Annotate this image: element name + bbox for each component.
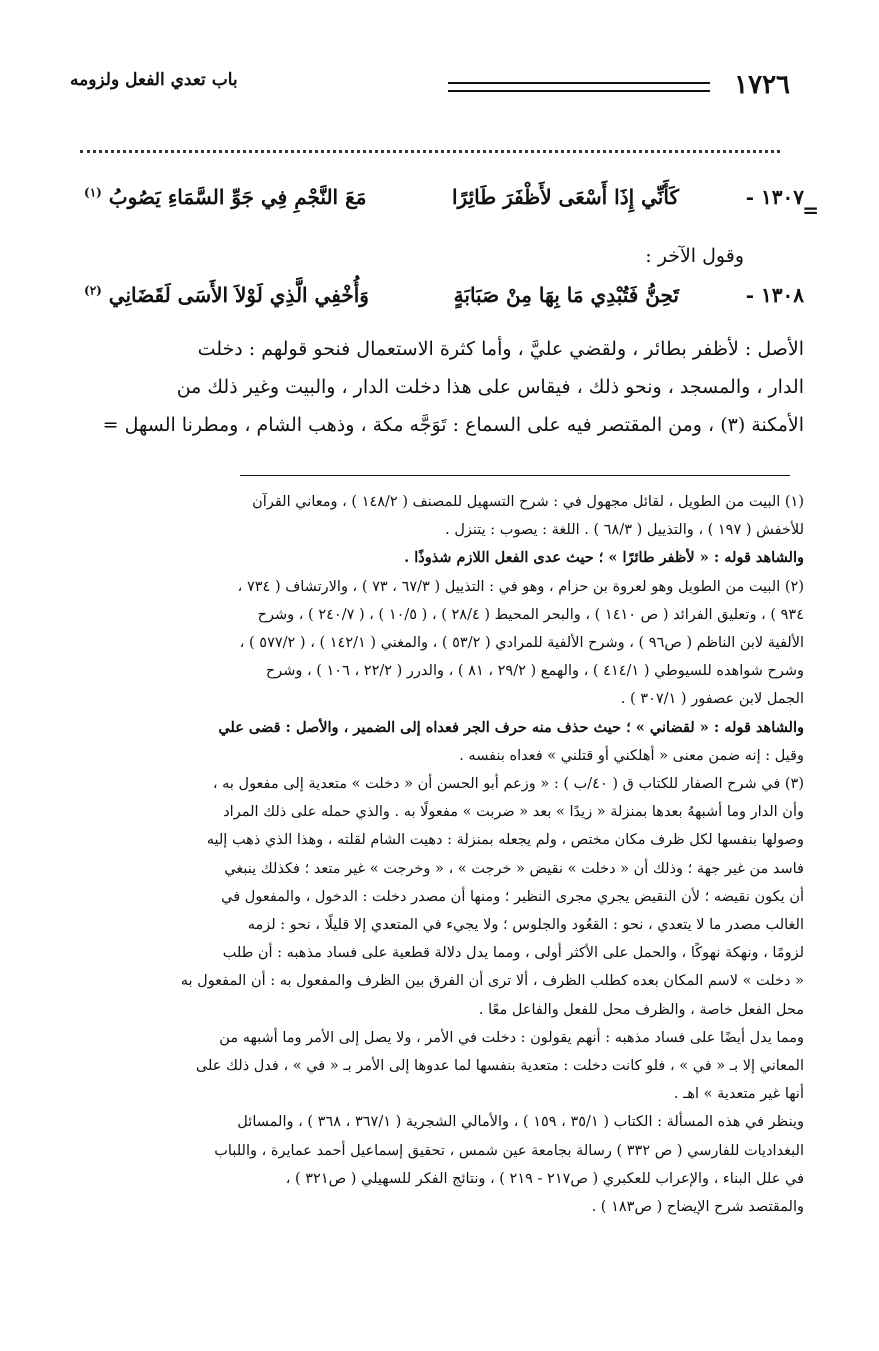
- page-number: ١٧٢٦: [734, 70, 790, 100]
- footnote-line: أنها غير متعدية » اهـ .: [673, 1086, 804, 1103]
- text-line: الأمكنة (٣) ، ومن المقتصر فيه على السماع : تَوَجَّه مكة ، وذهب الشام ، ومطرنا السهل =: [102, 414, 804, 436]
- verse-number: ١٣٠٧ -: [745, 185, 804, 209]
- footnote-line: لزومًا ، ونهكة نهوكًا ، والحمل على الأكثر أولى ، ومما يدل دلالة قطعية على فساد مذهبه : أن طلب: [222, 945, 804, 962]
- footnote-line: البغداديات للفارسي ( ص ٣٣٢ ) رسالة بجامعة عين شمس ، تحقيق إسماعيل أحمد عمايرة ، واللباب: [214, 1142, 804, 1159]
- footnotes: [74, 488, 804, 1221]
- verse-second-hemistich: وَأُخْفِي الَّذِي لَوْلاَ الأَسَى لَقَضَانِي $^{(٢)}$: [84, 283, 369, 307]
- text-line: الأصل : لأظفر بطائر ، ولقضي عليَّ ، وأما كثرة الاستعمال فنحو قولهم : دخلت: [197, 338, 804, 360]
- footnote-line: ٩٣٤ ) ، وتعليق الفرائد ( ص ١٤١٠ ) ، والبحر المحيط ( ٢٨/٤ ) ، ( ١٠/٥ ) ، ( ٢٤٠/٧ ) ، وشرح: [257, 606, 804, 623]
- footnote-line: للأخفش ( ١٩٧ ) ، والتذييل ( ٦٨/٣ ) . اللغة : يصوب : يتنزل .: [445, 522, 804, 539]
- footnote-line: (٢) البيت من الطويل وهو لعروة بن حزام ، وهو في : التذييل ( ٦٧/٣ ، ٧٣ ) ، والارتشاف ( ٧٣٤ ،: [237, 578, 804, 595]
- footnote-line: وشرح شواهده للسيوطي ( ٤١٤/١ ) ، والهمع ( ٢٩/٢ ، ٨١ ) ، والدرر ( ٢٢/٢ ، ١٠٦ ) ، وشرح: [265, 663, 804, 680]
- dotted-separator: [80, 150, 780, 153]
- main-text: [74, 330, 804, 444]
- footnote-line: (١) البيت من الطويل ، لقائل مجهول في : شرح التسهيل للمصنف ( ١٤٨/٢ ) ، ومعاني القرآن: [252, 494, 804, 510]
- footnote-ref: (١): [84, 185, 102, 200]
- footnote-line: والشاهد قوله : « لقضاني » ؛ حيث حذف منه حرف الجر فعداه إلى الضمير ، والأصل : قضى علي: [218, 718, 804, 736]
- verse-number: ١٣٠٨ -: [745, 283, 804, 307]
- footnote-line: « دخلت » لاسم المكان بعده كطلب الظرف ، ألا ترى أن الفرق بين الظرف والمفعول به : أن المفعول به: [180, 973, 804, 990]
- footnote-line: الألفية لابن الناظم ( ص٩٦ ) ، وشرح الألفية للمرادي ( ٥٣/٢ ) ، والمغني ( ١٤٢/١ ) ، ( ٥٧٧/٢ ) ،: [239, 635, 804, 652]
- footnote-separator: [240, 475, 790, 476]
- verse-first-hemistich: تَحِنُّ فَتُبْدِي مَا بِهَا مِنْ صَبَابَةٍ: [453, 283, 679, 307]
- footnote-line: وقيل : إنه ضمن معنى « أهلكني أو قتلني » فعداه بنفسه .: [459, 747, 804, 764]
- footnote-ref: (٢): [84, 283, 102, 298]
- footnote-line: فاسد من غير جهة ؛ وذلك أن « دخلت » نقيض « خرجت » ، « وخرجت » غير متعد ؛ فكذلك ينبغي: [224, 860, 804, 877]
- header-double-rule: [448, 82, 710, 92]
- verse-first-hemistich: كَأَنِّي إِذَا أَسْعَى لأَظْفَرَ طَائِرًا: [451, 185, 679, 209]
- verse-1307: [84, 185, 804, 229]
- continuation-mark: =: [802, 198, 819, 222]
- footnote-line: الجمل لابن عصفور ( ٣٠٧/١ ) .: [620, 691, 804, 708]
- footnote-line: وأن الدار وما أشبههُ بعدها بمنزلة « زيدًا » بعد « ضربت » مفعولًا به . والذي حمله على ذلك المراد: [223, 804, 804, 821]
- text-line: الدار ، والمسجد ، ونحو ذلك ، فيقاس على هذا دخلت الدار ، والبيت وغير ذلك من: [176, 376, 804, 398]
- page-header: [70, 70, 790, 110]
- footnote-line: المعاني إلا بـ « في » ، فلو كانت دخلت : متعدية بنفسها لما عدوها إلى الأمر بـ « في » ، فدل ذلك على: [195, 1058, 804, 1075]
- footnote-line: في علل البناء ، والإعراب للعكبري ( ص٢١٧ - ٢١٩ ) ، ونتائج الفكر للسهيلي ( ص٣٢١ ) ،: [285, 1170, 804, 1187]
- footnote-line: ومما يدل أيضًا على فساد مذهبه : أنهم يقولون : دخلت في الأمر ، ولا يصل إلى الأمر وما أشبهه من: [219, 1029, 804, 1046]
- chapter-title: باب تعدي الفعل ولزومه: [70, 70, 238, 90]
- footnote-line: أن يكون نقيضه ؛ لأن النقيض يجري مجرى النظير ؛ ومنها أن مصدر دخلت : الدخول ، والمفعول في: [221, 888, 804, 905]
- verse-1308: [84, 283, 804, 327]
- footnote-line: محل الفعل خاصة ، والظرف محل للفعل والفاعل معًا .: [478, 1001, 804, 1018]
- verse-second-hemistich: مَعَ النَّجْمِ فِي جَوِّ السَّمَاءِ يَصُوبُ $^{(١)}$: [84, 185, 367, 209]
- intro-line: وقول الآخر :: [645, 245, 744, 267]
- footnote-line: (٣) في شرح الصفار للكتاب ق ( ٤٠/ب ) : « وزعم أبو الحسن أن « دخلت » متعدية إلى مفعول به ،: [212, 776, 804, 793]
- footnote-line: والمقتصد شرح الإيضاح ( ص١٨٣ ) .: [591, 1199, 804, 1216]
- footnote-line: وصولها بنفسها لكل ظرف مكان مختص ، ولم يجعله بمنزلة : دهيت الشام لقلته ، وهذا الذي ذهب إليه: [206, 832, 804, 849]
- footnote-line: وينظر في هذه المسألة : الكتاب ( ٣٥/١ ، ١٥٩ ) ، والأمالي الشجرية ( ٣٦٧/١ ، ٣٦٨ ) ، والمسائل: [237, 1114, 804, 1131]
- footnote-line: والشاهد قوله : « لأظفر طائرًا » ؛ حيث عدى الفعل اللازم شذوذًا .: [404, 549, 804, 567]
- footnote-line: الغالب مصدر ما لا يتعدي ، نحو : القعُود والجلوس ؛ ولا يجيء في المتعدي إلا قليلًا ، نحو : لزمه: [247, 917, 804, 934]
